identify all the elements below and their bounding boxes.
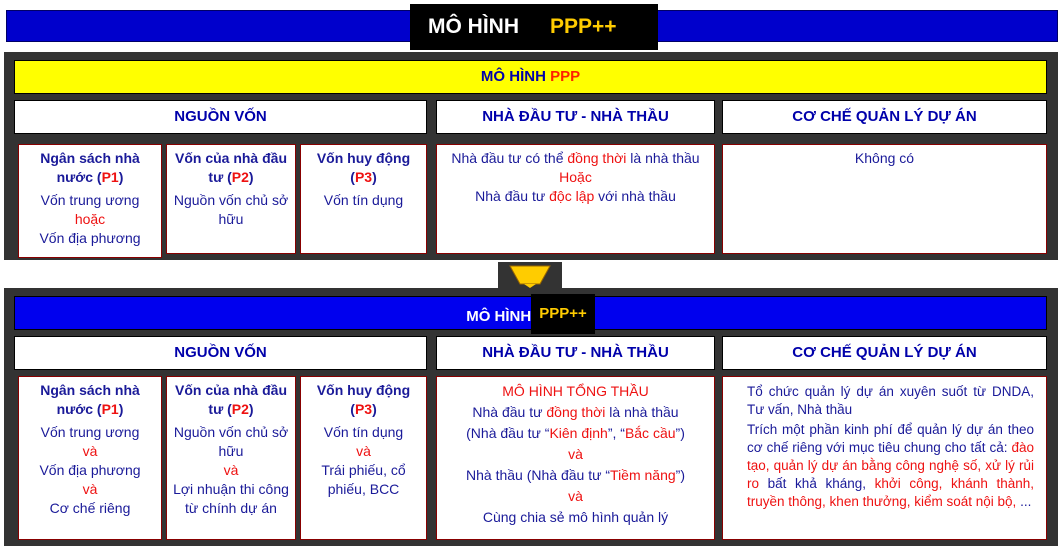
box-line: Vốn tín dụng [323, 424, 404, 440]
box-title: Vốn của nhà đầu tư [174, 382, 287, 417]
box-line: Tổ chức quản lý dự án xuyên suốt từ DNDA, Tư vấn, Nhà thầu [747, 384, 1034, 417]
arrow-down-icon [498, 262, 562, 288]
text: bất khả kháng, [767, 476, 866, 491]
text: là nhà thầu [609, 404, 679, 420]
box-line: Không có [854, 150, 915, 166]
box-line: Vốn tín dụng [323, 192, 404, 208]
box-conj: và [568, 446, 583, 462]
ppp-investor-capital-box: Vốn của nhà đầu tư (P2) Nguồn vốn chủ sở hữu [166, 144, 296, 254]
ppp-plus-header-tag: PPP++ [531, 294, 595, 334]
box-line: Nguồn vốn chủ sở hữu [173, 424, 289, 459]
box-conj: và [223, 462, 239, 478]
ppp-plus-panel [4, 288, 1058, 546]
box-conj: hoặc [74, 211, 106, 227]
box-tag: P1 [101, 169, 119, 185]
ppp-plus-state-budget-box: Ngân sách nhà nước (P1) Vốn trung ương và Vốn địa phương và Cơ chế riêng [18, 376, 162, 540]
box-title: Vốn của nhà đầu tư [174, 150, 287, 185]
category-funding: NGUỒN VỐN [14, 336, 427, 370]
category-investor: NHÀ ĐẦU TƯ - NHÀ THẦU [436, 336, 715, 370]
text: với nhà thầu [598, 188, 676, 204]
box-title: MÔ HÌNH TỔNG THẦU [502, 383, 649, 399]
text: ”) [675, 467, 685, 483]
box-line: Cùng chia sẻ mô hình quản lý [482, 509, 669, 525]
box-line: Nguồn vốn chủ sở hữu [173, 192, 289, 227]
text-highlight: đào tạo, quản lý dự án bằng công nghệ số, xử lý rủi ro [747, 440, 1034, 491]
transition-arrow [498, 262, 562, 288]
box-line: Trái phiếu, cổ phiếu, BCC [321, 462, 406, 497]
text: (Nhà đầu tư “ [466, 425, 550, 441]
title-ppp: PPP++ [550, 15, 617, 38]
title-box [410, 4, 658, 50]
category-management: CƠ CHẾ QUẢN LÝ DỰ ÁN [722, 336, 1047, 370]
box-line: Cơ chế riêng [49, 500, 131, 516]
ppp-plus-mobilized-capital-box: Vốn huy động (P3) Vốn tín dụng và Trái phiếu, cổ phiếu, BCC [300, 376, 427, 540]
ppp-plus-header-word: MÔ HÌNH [466, 308, 532, 325]
text: Nhà đầu tư [475, 188, 546, 204]
text: Nhà đầu tư [472, 404, 543, 420]
box-conj: và [82, 443, 98, 459]
box-conj: và [82, 481, 98, 497]
ppp-mobilized-capital-box: Vốn huy động (P3) Vốn tín dụng [300, 144, 427, 254]
ppp-plus-management-box [722, 376, 1047, 540]
box-line: Vốn địa phương [39, 462, 141, 478]
text-highlight: Bắc cầu [624, 425, 676, 441]
box-line: Vốn địa phương [39, 230, 141, 246]
text: là nhà thầu [630, 150, 700, 166]
category-investor: NHÀ ĐẦU TƯ - NHÀ THẦU [436, 100, 715, 134]
ppp-plus-investor-capital-box: Vốn của nhà đầu tư (P2) Nguồn vốn chủ sở hữu và Lợi nhuận thi công từ chính dự án [166, 376, 296, 540]
box-line: Vốn trung ương [40, 424, 140, 440]
text-highlight: độc lập [549, 188, 595, 204]
box-tag: P3 [354, 169, 373, 185]
ppp-plus-header [14, 296, 1047, 330]
ppp-state-budget-box: Ngân sách nhà nước (P1) Vốn trung ương hoặc Vốn địa phương [18, 144, 162, 258]
ppp-management-box [722, 144, 1047, 254]
text-highlight: khởi công, khánh thành, truyền thông, khen thưởng, kiểm soát nội bộ, [747, 476, 1034, 509]
ppp-header-tag: PPP [550, 68, 581, 85]
box-line: Vốn trung ương [40, 192, 140, 208]
box-tag: P2 [231, 401, 249, 417]
ppp-plus-investor-box [436, 376, 715, 540]
box-conj: và [356, 443, 371, 459]
text: Nhà đầu tư có thể [451, 150, 564, 166]
box-title: Ngân sách nhà nước [40, 382, 140, 417]
ppp-header-word: MÔ HÌNH [480, 68, 546, 85]
title-word: MÔ HÌNH [428, 15, 519, 38]
box-tag: P1 [101, 401, 119, 417]
box-line: Lợi nhuận thi công từ chính dự án [173, 481, 289, 516]
box-title: Vốn huy động [316, 150, 411, 166]
text-highlight: Tiềm năng [610, 467, 676, 483]
box-title: Vốn huy động [316, 382, 411, 398]
text-highlight: đồng thời [567, 150, 627, 166]
box-title: Ngân sách nhà nước [40, 150, 140, 185]
text: ”, “ [607, 425, 625, 441]
text: ”) [675, 425, 685, 441]
ppp-panel [4, 52, 1058, 260]
box-tag: P2 [231, 169, 249, 185]
text: ... [1020, 494, 1032, 509]
text-highlight: Kiên định [549, 425, 608, 441]
text-highlight: đồng thời [546, 404, 606, 420]
ppp-investor-box [436, 144, 715, 254]
box-conj: và [568, 488, 583, 504]
box-tag: P3 [354, 401, 373, 417]
category-funding: NGUỒN VỐN [14, 100, 427, 134]
text: Nhà thầu (Nhà đầu tư “ [466, 467, 611, 483]
category-management: CƠ CHẾ QUẢN LÝ DỰ ÁN [722, 100, 1047, 134]
text: Trích một phần kinh phí để quản lý dự án theo cơ chế riêng với mục tiêu chung cho tất cả: [747, 422, 1034, 455]
ppp-header [14, 60, 1047, 94]
box-conj: Hoặc [559, 169, 592, 185]
